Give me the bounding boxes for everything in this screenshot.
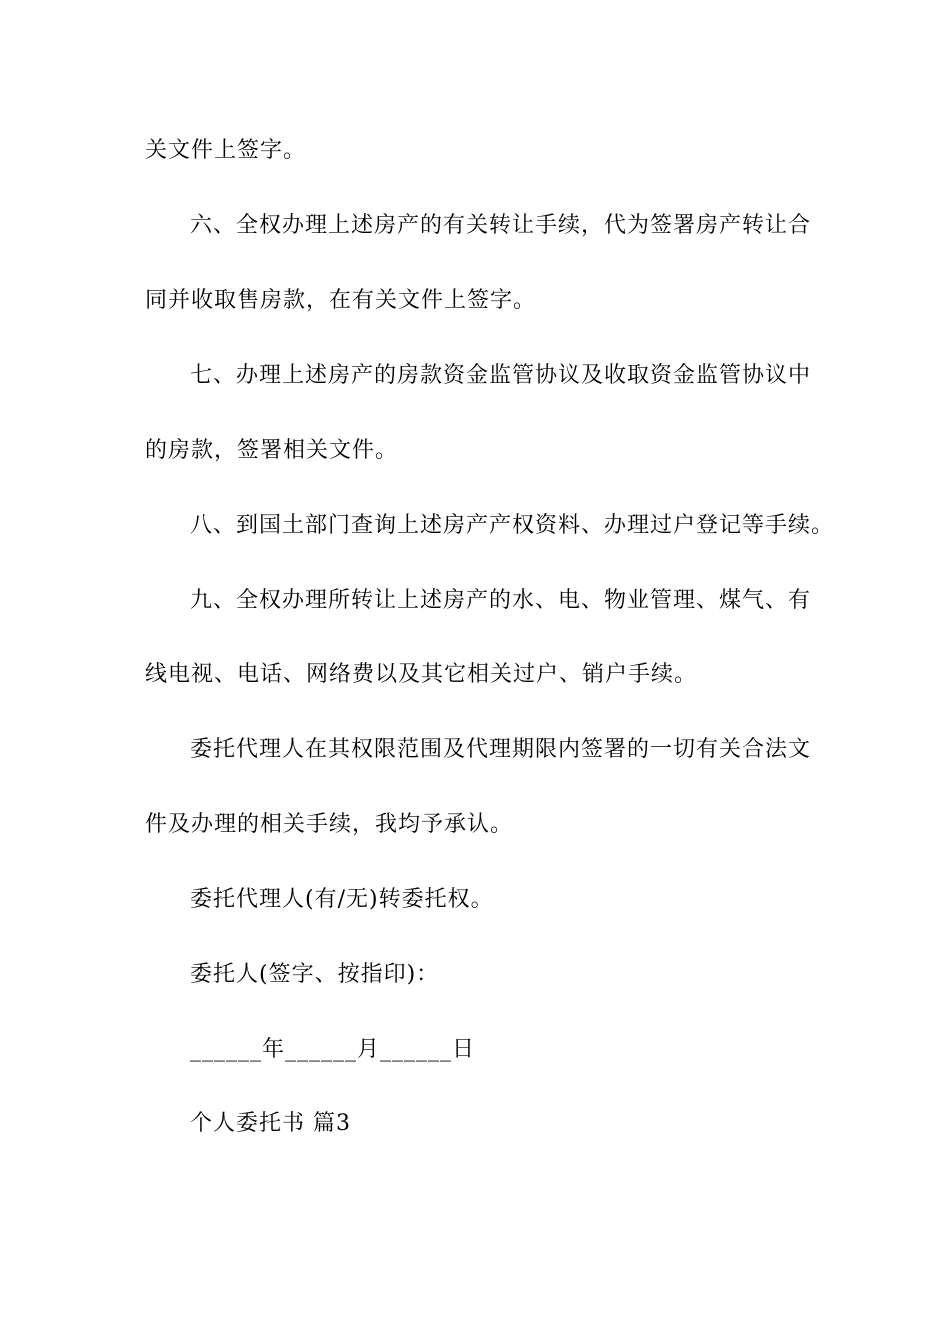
date-blank-line: ______年______月______日 bbox=[190, 1037, 476, 1062]
text-line-11: 委托代理人(有/无)转委托权。 bbox=[190, 887, 494, 912]
text-line-1: 关文件上签字。 bbox=[145, 138, 307, 163]
text-line-12: 委托人(签字、按指印)： bbox=[190, 962, 440, 987]
text-line-3: 同并收取售房款，在有关文件上签字。 bbox=[145, 288, 537, 313]
text-line-8: 线电视、电话、网络费以及其它相关过户、销户手续。 bbox=[145, 662, 698, 687]
text-line-6: 八、到国土部门查询上述房产产权资料、办理过户登记等手续。 bbox=[190, 513, 835, 538]
text-line-5: 的房款，签署相关文件。 bbox=[145, 438, 399, 463]
section-heading: 个人委托书 篇3 bbox=[190, 1111, 351, 1136]
text-line-7: 九、全权办理所转让上述房产的水、电、物业管理、煤气、有 bbox=[190, 588, 812, 613]
text-line-9: 委托代理人在其权限范围及代理期限内签署的一切有关合法文 bbox=[190, 737, 812, 762]
text-line-10: 件及办理的相关手续，我均予承认。 bbox=[145, 812, 514, 837]
text-line-2: 六、全权办理上述房产的有关转让手续，代为签署房产转让合 bbox=[190, 213, 812, 238]
text-line-4: 七、办理上述房产的房款资金监管协议及收取资金监管协议中 bbox=[190, 363, 812, 388]
